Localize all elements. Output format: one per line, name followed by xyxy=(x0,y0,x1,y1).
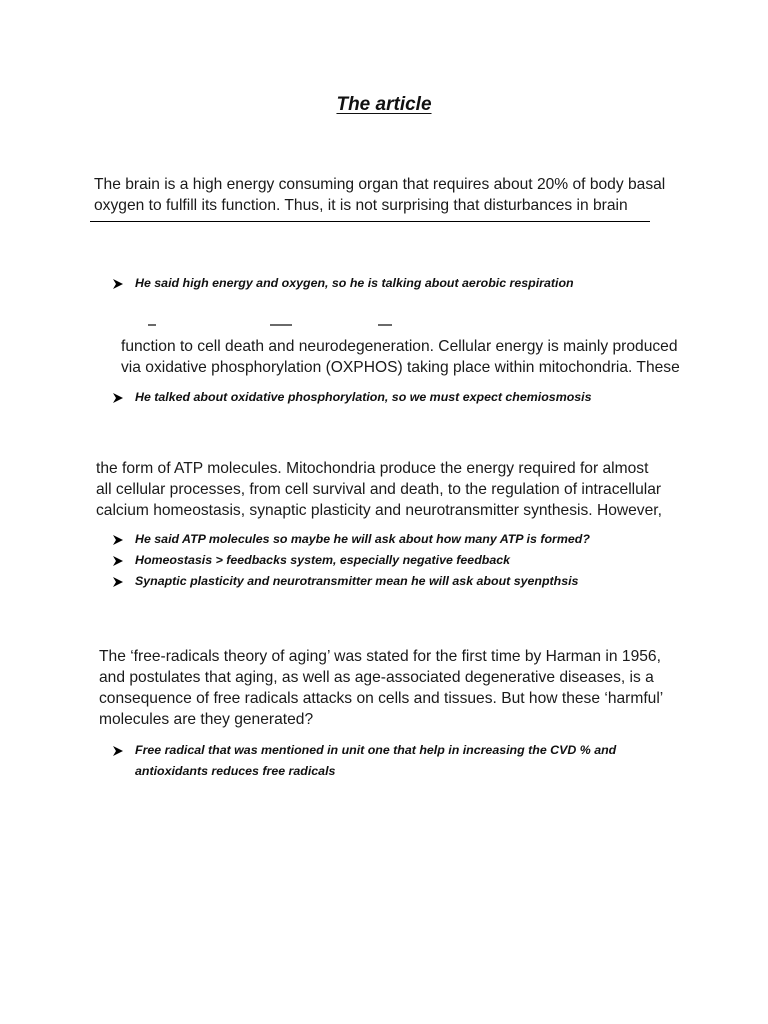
crop-divider-line xyxy=(90,221,650,222)
note-text: Homeostasis > feedbacks system, especially negative feedback xyxy=(135,553,511,567)
note-item xyxy=(113,387,592,408)
arrowhead-bullet-icon xyxy=(113,535,123,545)
article-excerpt-2 xyxy=(121,336,680,378)
excerpt-line: via oxidative phosphorylation (OXPHOS) taking place within mitochondria. These xyxy=(121,359,680,376)
excerpt-line: The brain is a high energy consuming organ that requires about 20% of body basal xyxy=(94,176,666,193)
note-list-2 xyxy=(113,387,592,408)
note-list-3 xyxy=(113,529,590,592)
arrowhead-bullet-icon xyxy=(113,746,123,756)
note-text: He talked about oxidative phosphorylation, so we must expect chemiosmosis xyxy=(135,390,592,404)
page-title: The article xyxy=(336,94,432,115)
cropped-text-remnant xyxy=(148,324,428,327)
excerpt-line: The ‘free-radicals theory of aging’ was stated for the first time by Harman in 1956, xyxy=(99,648,661,665)
excerpt-line: consequence of free radicals attacks on cells and tissues. But how these ‘harmful’ xyxy=(99,690,664,707)
arrowhead-bullet-icon xyxy=(113,393,123,403)
arrowhead-bullet-icon xyxy=(113,556,123,566)
note-list-4 xyxy=(113,740,665,782)
arrowhead-bullet-icon xyxy=(113,279,123,289)
note-text: Synaptic plasticity and neurotransmitter mean he will ask about syenpthsis xyxy=(135,574,579,588)
excerpt-line: calcium homeostasis, synaptic plasticity and neurotransmitter synthesis. However, xyxy=(96,502,662,519)
excerpt-line: the form of ATP molecules. Mitochondria produce the energy required for almost xyxy=(96,460,649,477)
note-item xyxy=(113,273,574,294)
note-item xyxy=(113,529,590,550)
note-item xyxy=(113,740,665,782)
note-item xyxy=(113,550,590,571)
excerpt-line: molecules are they generated? xyxy=(99,711,314,728)
note-item xyxy=(113,571,590,592)
note-text: He said high energy and oxygen, so he is talking about aerobic respiration xyxy=(135,276,574,290)
note-list-1 xyxy=(113,273,574,294)
arrowhead-bullet-icon xyxy=(113,577,123,587)
excerpt-line: function to cell death and neurodegeneration. Cellular energy is mainly produced xyxy=(121,338,678,355)
article-excerpt-1 xyxy=(94,174,665,216)
article-excerpt-4 xyxy=(99,646,663,730)
excerpt-line: and postulates that aging, as well as age-associated degenerative diseases, is a xyxy=(99,669,654,686)
excerpt-line: all cellular processes, from cell survival and death, to the regulation of intracellular xyxy=(96,481,662,498)
note-text: He said ATP molecules so maybe he will ask about how many ATP is formed? xyxy=(135,532,590,546)
article-excerpt-3 xyxy=(96,458,662,521)
excerpt-line: oxygen to fulfill its function. Thus, it is not surprising that disturbances in brain xyxy=(94,197,628,214)
note-text: Free radical that was mentioned in unit one that help in increasing the CVD % and antioxidants reduces free radicals xyxy=(135,743,617,778)
